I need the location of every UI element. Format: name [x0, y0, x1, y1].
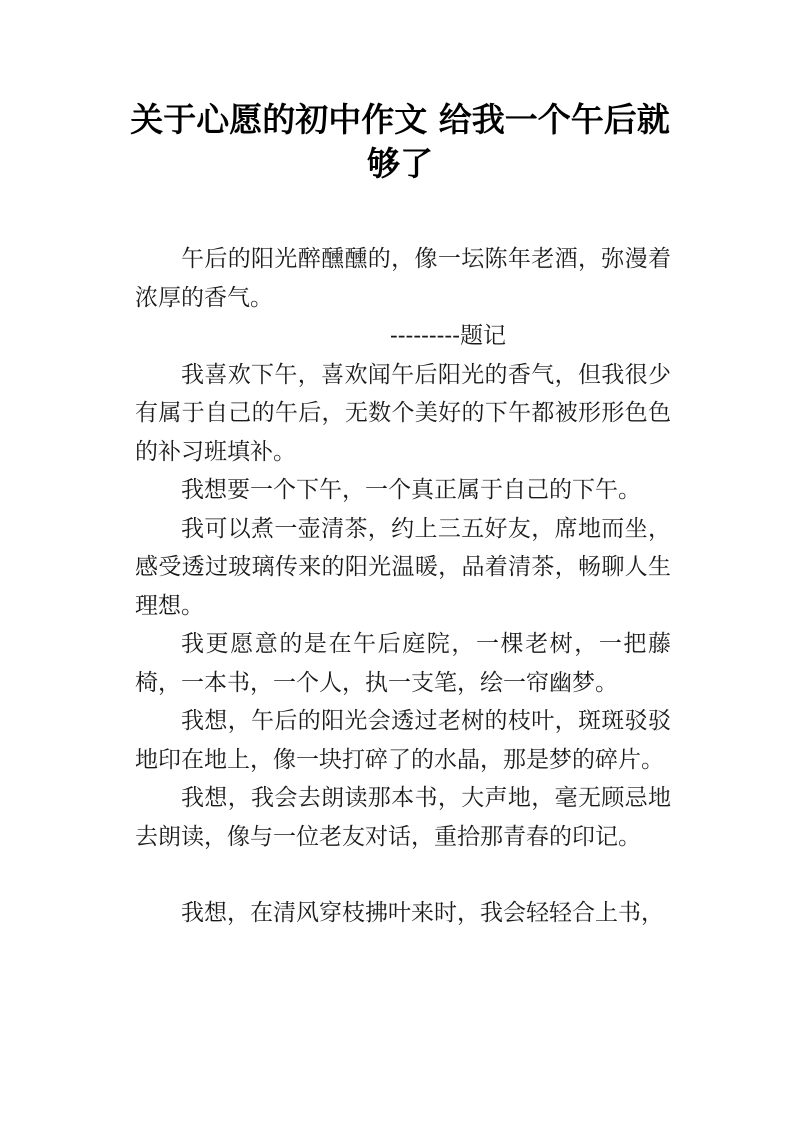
paragraph: 我想要一个下午，一个真正属于自己的下午。	[181, 477, 641, 503]
epigraph-signature: ---------题记	[390, 323, 506, 349]
paragraph: 我想，在清风穿枝拂叶来时，我会轻轻合上书，	[181, 900, 664, 926]
paragraph: 我更愿意的是在午后庭院，一棵老树，一把藤椅，一本书，一个人，执一支笔，绘一帘幽梦。	[135, 631, 671, 696]
paragraph: 我可以煮一壶清茶，约上三五好友，席地而坐，感受透过玻璃传来的阳光温暖，品着清茶，畅聊人生理想。	[135, 515, 671, 619]
page-title: 关于心愿的初中作文 给我一个午后就够了	[130, 100, 670, 183]
paragraph: 我喜欢下午，喜欢闻午后阳光的香气，但我很少有属于自己的午后，无数个美好的下午都被形形色色的补习班填补。	[135, 361, 671, 465]
paragraph-spacer	[135, 856, 671, 894]
paragraph: 我想，我会去朗读那本书，大声地，毫无顾忌地去朗读，像与一位老友对话，重拾那青春的印记。	[135, 785, 671, 850]
epigraph: 午后的阳光醉醺醺的，像一坛陈年老酒，弥漫着浓厚的香气。	[135, 246, 671, 311]
essay-body	[135, 240, 671, 933]
paragraph: 我想，午后的阳光会透过老树的枝叶，斑斑驳驳地印在地上，像一块打碎了的水晶，那是梦的碎片。	[135, 708, 671, 773]
